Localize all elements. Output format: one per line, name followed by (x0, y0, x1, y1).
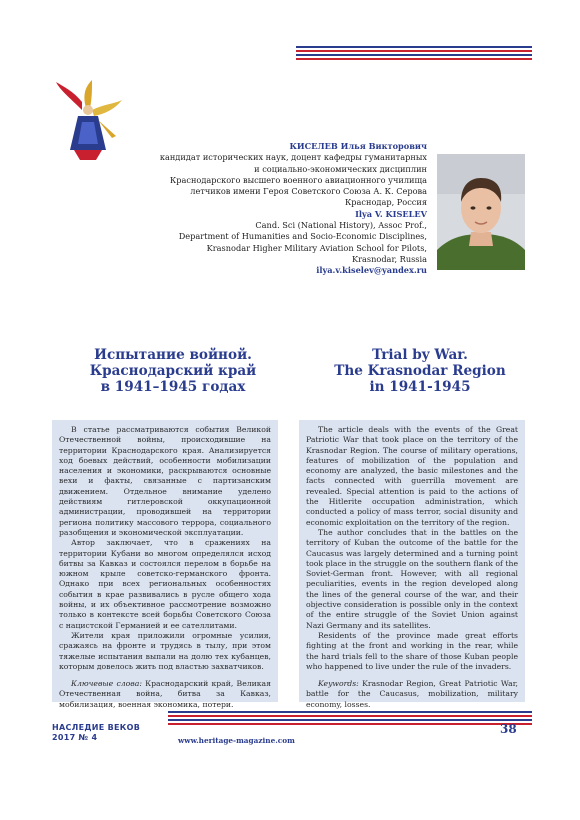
author-name-ru: КИСЕЛЕВ Илья Викторович (289, 141, 427, 151)
title-line: The Krasnodar Region (334, 363, 506, 379)
abstract-paragraph: В статье рассматриваются события Великой Отечественной войны, происходившие на территории Краснодарского края. Анализируется ход боевых действий, особенности мобилизации населения и экономики, раскрываются основные вехи и факты, связанные с партизанским движением. Отдельное внимание уделено действиям гитлеровской оккупационной администрации, проводившей на территории региона политику массового террора, социального разобщения и экономической эксплуатации. (59, 425, 271, 537)
author-line-en: Krasnodar Higher Military Aviation School for Pilots, (206, 242, 427, 253)
author-line-en: Cand. Sci (National History), Assoc Prof., (255, 220, 427, 231)
author-email-link[interactable]: ilya.v.kiselev@yandex.ru (316, 265, 427, 276)
keywords-label: Keywords: (318, 679, 359, 689)
author-line-en: Krasnodar, Russia (352, 253, 427, 264)
journal-logo (52, 723, 140, 743)
author-photo (437, 154, 525, 270)
abstract-paragraph: Автор заключает, что в сражениях на территории Кубани во многом определялся исход битвы за Кавказ и состоялся перелом в борьбе на южном крыле советско-германского фронта. Однако при всех региональных особенностях события в крае развивались в русле общего хода войны, и их объективное рассмотрение возможно только в контексте всей борьбы Советского Союза с нацистской Германией и ее сателлитами. (59, 538, 271, 630)
title-line: Trial by War. (372, 347, 468, 363)
journal-url-link[interactable]: www.heritage-magazine.com (178, 736, 295, 745)
article-title-ru (53, 347, 293, 395)
journal-name: НАСЛЕДИЕ ВЕКОВ (52, 723, 141, 732)
abstract-en (299, 420, 525, 709)
title-line: in 1941-1945 (369, 379, 471, 395)
abstract-ru (52, 420, 278, 709)
article-title-en (300, 347, 540, 395)
author-block (150, 141, 427, 277)
keywords-text: Krasnodar Region, Great Patriotic War, battle for the Caucasus, mobilization, military economy, losses. (306, 679, 518, 709)
author-line-en: Department of Humanities and Socio-Economic Disciplines, (178, 231, 427, 242)
title-line: в 1941–1945 годах (100, 379, 246, 395)
header-stripes (296, 46, 532, 62)
author-name-en: Ilya V. KISELEV (355, 208, 427, 219)
author-line-ru: летчиков имени Героя Советского Союза А. К. Серова (190, 186, 427, 197)
abstract-paragraph: The author concludes that in the battles on the territory of Kuban the outcome of the battle for the Caucasus was largely determined and a turning point took place in the struggle on the southern flank of the Soviet-German front. However, with all regional peculiarities, events in the region developed along the lines of the general course of the war, and their objective consideration is possible only in the context of the entire struggle of the Soviet Union against Nazi Germany and its satellites. (306, 527, 518, 630)
author-line-ru: Краснодар, Россия (344, 197, 427, 208)
keywords-en (306, 679, 518, 710)
journal-issue: 2017 № 4 (52, 733, 98, 742)
author-line-ru: и социально-экономических дисциплин (254, 163, 427, 174)
abstract-paragraph: The article deals with the events of the Great Patriotic War that took place on the territory of the Krasnodar Region. The course of military operations, features of mobilization of the population and economy are analyzed, the basic milestones and the facts connected with guerrilla movement are revealed. Special attention is paid to the actions of the Hitlerite occupation administration, which conducted a policy of mass terror, social disunity and economic exploitation on the territory of the region. (306, 425, 518, 527)
angel-emblem-icon (52, 80, 124, 162)
author-line-ru: Краснодарского высшего военного авиационного училища (169, 174, 427, 185)
abstract-paragraph: Жители края приложили огромные усилия, сражаясь на фронте и трудясь в тылу, при этом тяжелые испытания выпали на долю тех кубанцев, которым довелось жить под властью захватчиков. (59, 630, 271, 671)
keywords-label: Ключевые слова: (71, 679, 142, 689)
page-number: 38 (500, 722, 517, 736)
author-line-ru: кандидат исторических наук, доцент кафедры гуманитарных (159, 152, 427, 163)
title-line: Испытание войной. (94, 347, 252, 363)
abstract-paragraph: Residents of the province made great efforts fighting at the front and working in the rear, while the hard trials fell to the share of those Kuban people who happened to live under the rule of the invaders. (306, 630, 518, 671)
keywords-ru (59, 679, 271, 710)
footer-stripes (168, 711, 532, 727)
keywords-text: Краснодарский край, Великая Отечественная война, битва за Кавказ, мобилизация, военная экономика, потери. (59, 679, 271, 709)
title-line: Краснодарский край (89, 363, 257, 379)
